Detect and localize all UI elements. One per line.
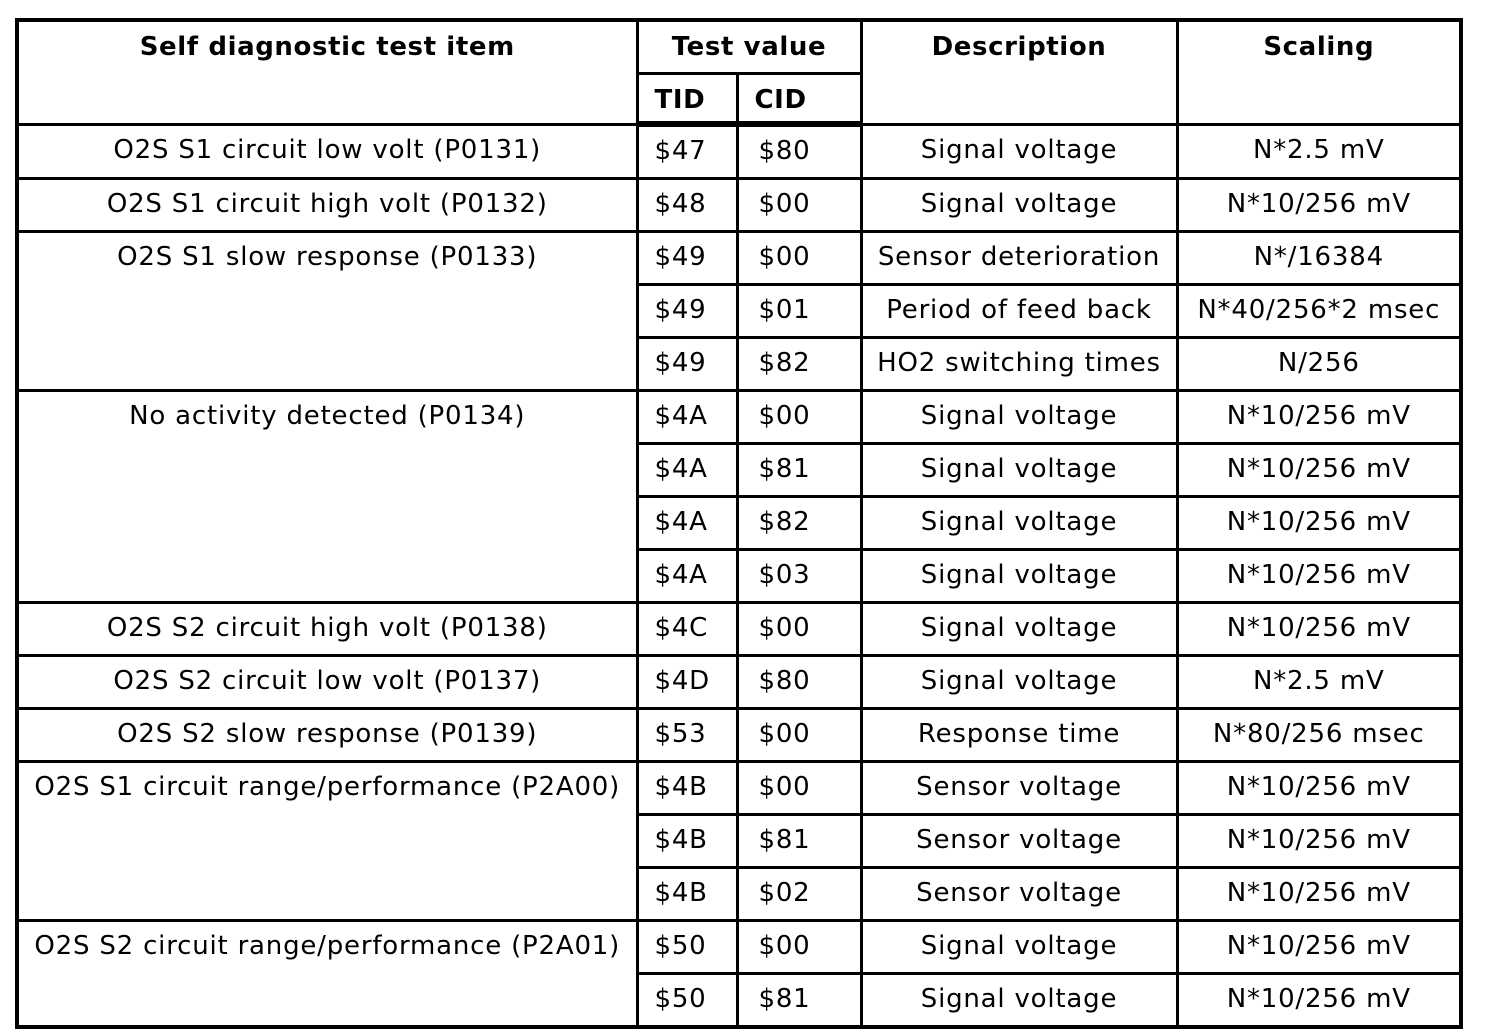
scaling-cell: N*10/256 mV: [1177, 603, 1461, 656]
description-cell: Response time: [861, 709, 1177, 762]
tid-cell: $47: [637, 124, 737, 179]
cid-cell: $00: [737, 921, 861, 974]
test-item-cell: O2S S2 slow response (P0139): [17, 709, 637, 762]
tid-cell: $4A: [637, 497, 737, 550]
description-cell: Sensor voltage: [861, 868, 1177, 921]
description-cell: Sensor voltage: [861, 762, 1177, 815]
table-row: [17, 179, 1461, 232]
tid-cell: $4A: [637, 550, 737, 603]
header-description: Description: [861, 20, 1177, 124]
description-cell: Signal voltage: [861, 656, 1177, 709]
test-item-cell: O2S S1 circuit range/performance (P2A00): [17, 762, 637, 921]
cid-cell: $82: [737, 338, 861, 391]
tid-cell: $53: [637, 709, 737, 762]
test-item-cell: O2S S1 circuit high volt (P0132): [17, 179, 637, 232]
scaling-cell: N/256: [1177, 338, 1461, 391]
scaling-cell: N*10/256 mV: [1177, 762, 1461, 815]
table-row: [17, 603, 1461, 656]
scaling-cell: N*10/256 mV: [1177, 391, 1461, 444]
cid-cell: $82: [737, 497, 861, 550]
scaling-cell: N*10/256 mV: [1177, 444, 1461, 497]
tid-cell: $50: [637, 921, 737, 974]
test-item-cell: O2S S2 circuit range/performance (P2A01): [17, 921, 637, 1028]
cid-cell: $00: [737, 603, 861, 656]
description-cell: Signal voltage: [861, 391, 1177, 444]
cid-cell: $80: [737, 656, 861, 709]
scaling-cell: N*10/256 mV: [1177, 497, 1461, 550]
cid-cell: $81: [737, 444, 861, 497]
tid-cell: $4C: [637, 603, 737, 656]
tid-cell: $4A: [637, 444, 737, 497]
table-row: [17, 124, 1461, 179]
tid-cell: $4A: [637, 391, 737, 444]
tid-cell: $49: [637, 338, 737, 391]
scaling-cell: N*10/256 mV: [1177, 868, 1461, 921]
tid-cell: $4B: [637, 815, 737, 868]
header-scaling: Scaling: [1177, 20, 1461, 124]
tid-cell: $49: [637, 232, 737, 285]
test-item-cell: O2S S2 circuit high volt (P0138): [17, 603, 637, 656]
scaling-cell: N*10/256 mV: [1177, 974, 1461, 1028]
table-row: [17, 232, 1461, 285]
tid-cell: $4D: [637, 656, 737, 709]
diagnostic-table: [15, 18, 1463, 1029]
test-item-cell: No activity detected (P0134): [17, 391, 637, 603]
header-cid: CID: [737, 74, 861, 125]
cid-cell: $00: [737, 232, 861, 285]
cid-cell: $03: [737, 550, 861, 603]
description-cell: Signal voltage: [861, 550, 1177, 603]
description-cell: Period of feed back: [861, 285, 1177, 338]
scaling-cell: N*80/256 msec: [1177, 709, 1461, 762]
header-tid: TID: [637, 74, 737, 125]
test-item-cell: O2S S1 slow response (P0133): [17, 232, 637, 391]
cid-cell: $00: [737, 391, 861, 444]
cid-cell: $02: [737, 868, 861, 921]
scaling-cell: N*10/256 mV: [1177, 815, 1461, 868]
description-cell: HO2 switching times: [861, 338, 1177, 391]
description-cell: Signal voltage: [861, 603, 1177, 656]
table-row: [17, 391, 1461, 444]
scaling-cell: N*40/256*2 msec: [1177, 285, 1461, 338]
cid-cell: $81: [737, 974, 861, 1028]
cid-cell: $81: [737, 815, 861, 868]
table-header: [17, 20, 1461, 124]
cid-cell: $00: [737, 709, 861, 762]
tid-cell: $4B: [637, 868, 737, 921]
scaling-cell: N*2.5 mV: [1177, 124, 1461, 179]
table-body: [17, 124, 1461, 1027]
table-row: [17, 709, 1461, 762]
description-cell: Sensor voltage: [861, 815, 1177, 868]
header-test-item: Self diagnostic test item: [17, 20, 637, 124]
tid-cell: $49: [637, 285, 737, 338]
table-row: [17, 762, 1461, 815]
table-row: [17, 656, 1461, 709]
cid-cell: $00: [737, 179, 861, 232]
description-cell: Signal voltage: [861, 179, 1177, 232]
description-cell: Signal voltage: [861, 444, 1177, 497]
tid-cell: $48: [637, 179, 737, 232]
table-row: [17, 921, 1461, 974]
scaling-cell: N*/16384: [1177, 232, 1461, 285]
scaling-cell: N*10/256 mV: [1177, 550, 1461, 603]
cid-cell: $80: [737, 124, 861, 179]
tid-cell: $50: [637, 974, 737, 1028]
description-cell: Signal voltage: [861, 974, 1177, 1028]
scaling-cell: N*10/256 mV: [1177, 921, 1461, 974]
test-item-cell: O2S S1 circuit low volt (P0131): [17, 124, 637, 179]
description-cell: Sensor deterioration: [861, 232, 1177, 285]
cid-cell: $00: [737, 762, 861, 815]
scaling-cell: N*10/256 mV: [1177, 179, 1461, 232]
test-item-cell: O2S S2 circuit low volt (P0137): [17, 656, 637, 709]
description-cell: Signal voltage: [861, 124, 1177, 179]
tid-cell: $4B: [637, 762, 737, 815]
cid-cell: $01: [737, 285, 861, 338]
description-cell: Signal voltage: [861, 497, 1177, 550]
header-test-value: Test value: [637, 20, 861, 74]
scaling-cell: N*2.5 mV: [1177, 656, 1461, 709]
description-cell: Signal voltage: [861, 921, 1177, 974]
